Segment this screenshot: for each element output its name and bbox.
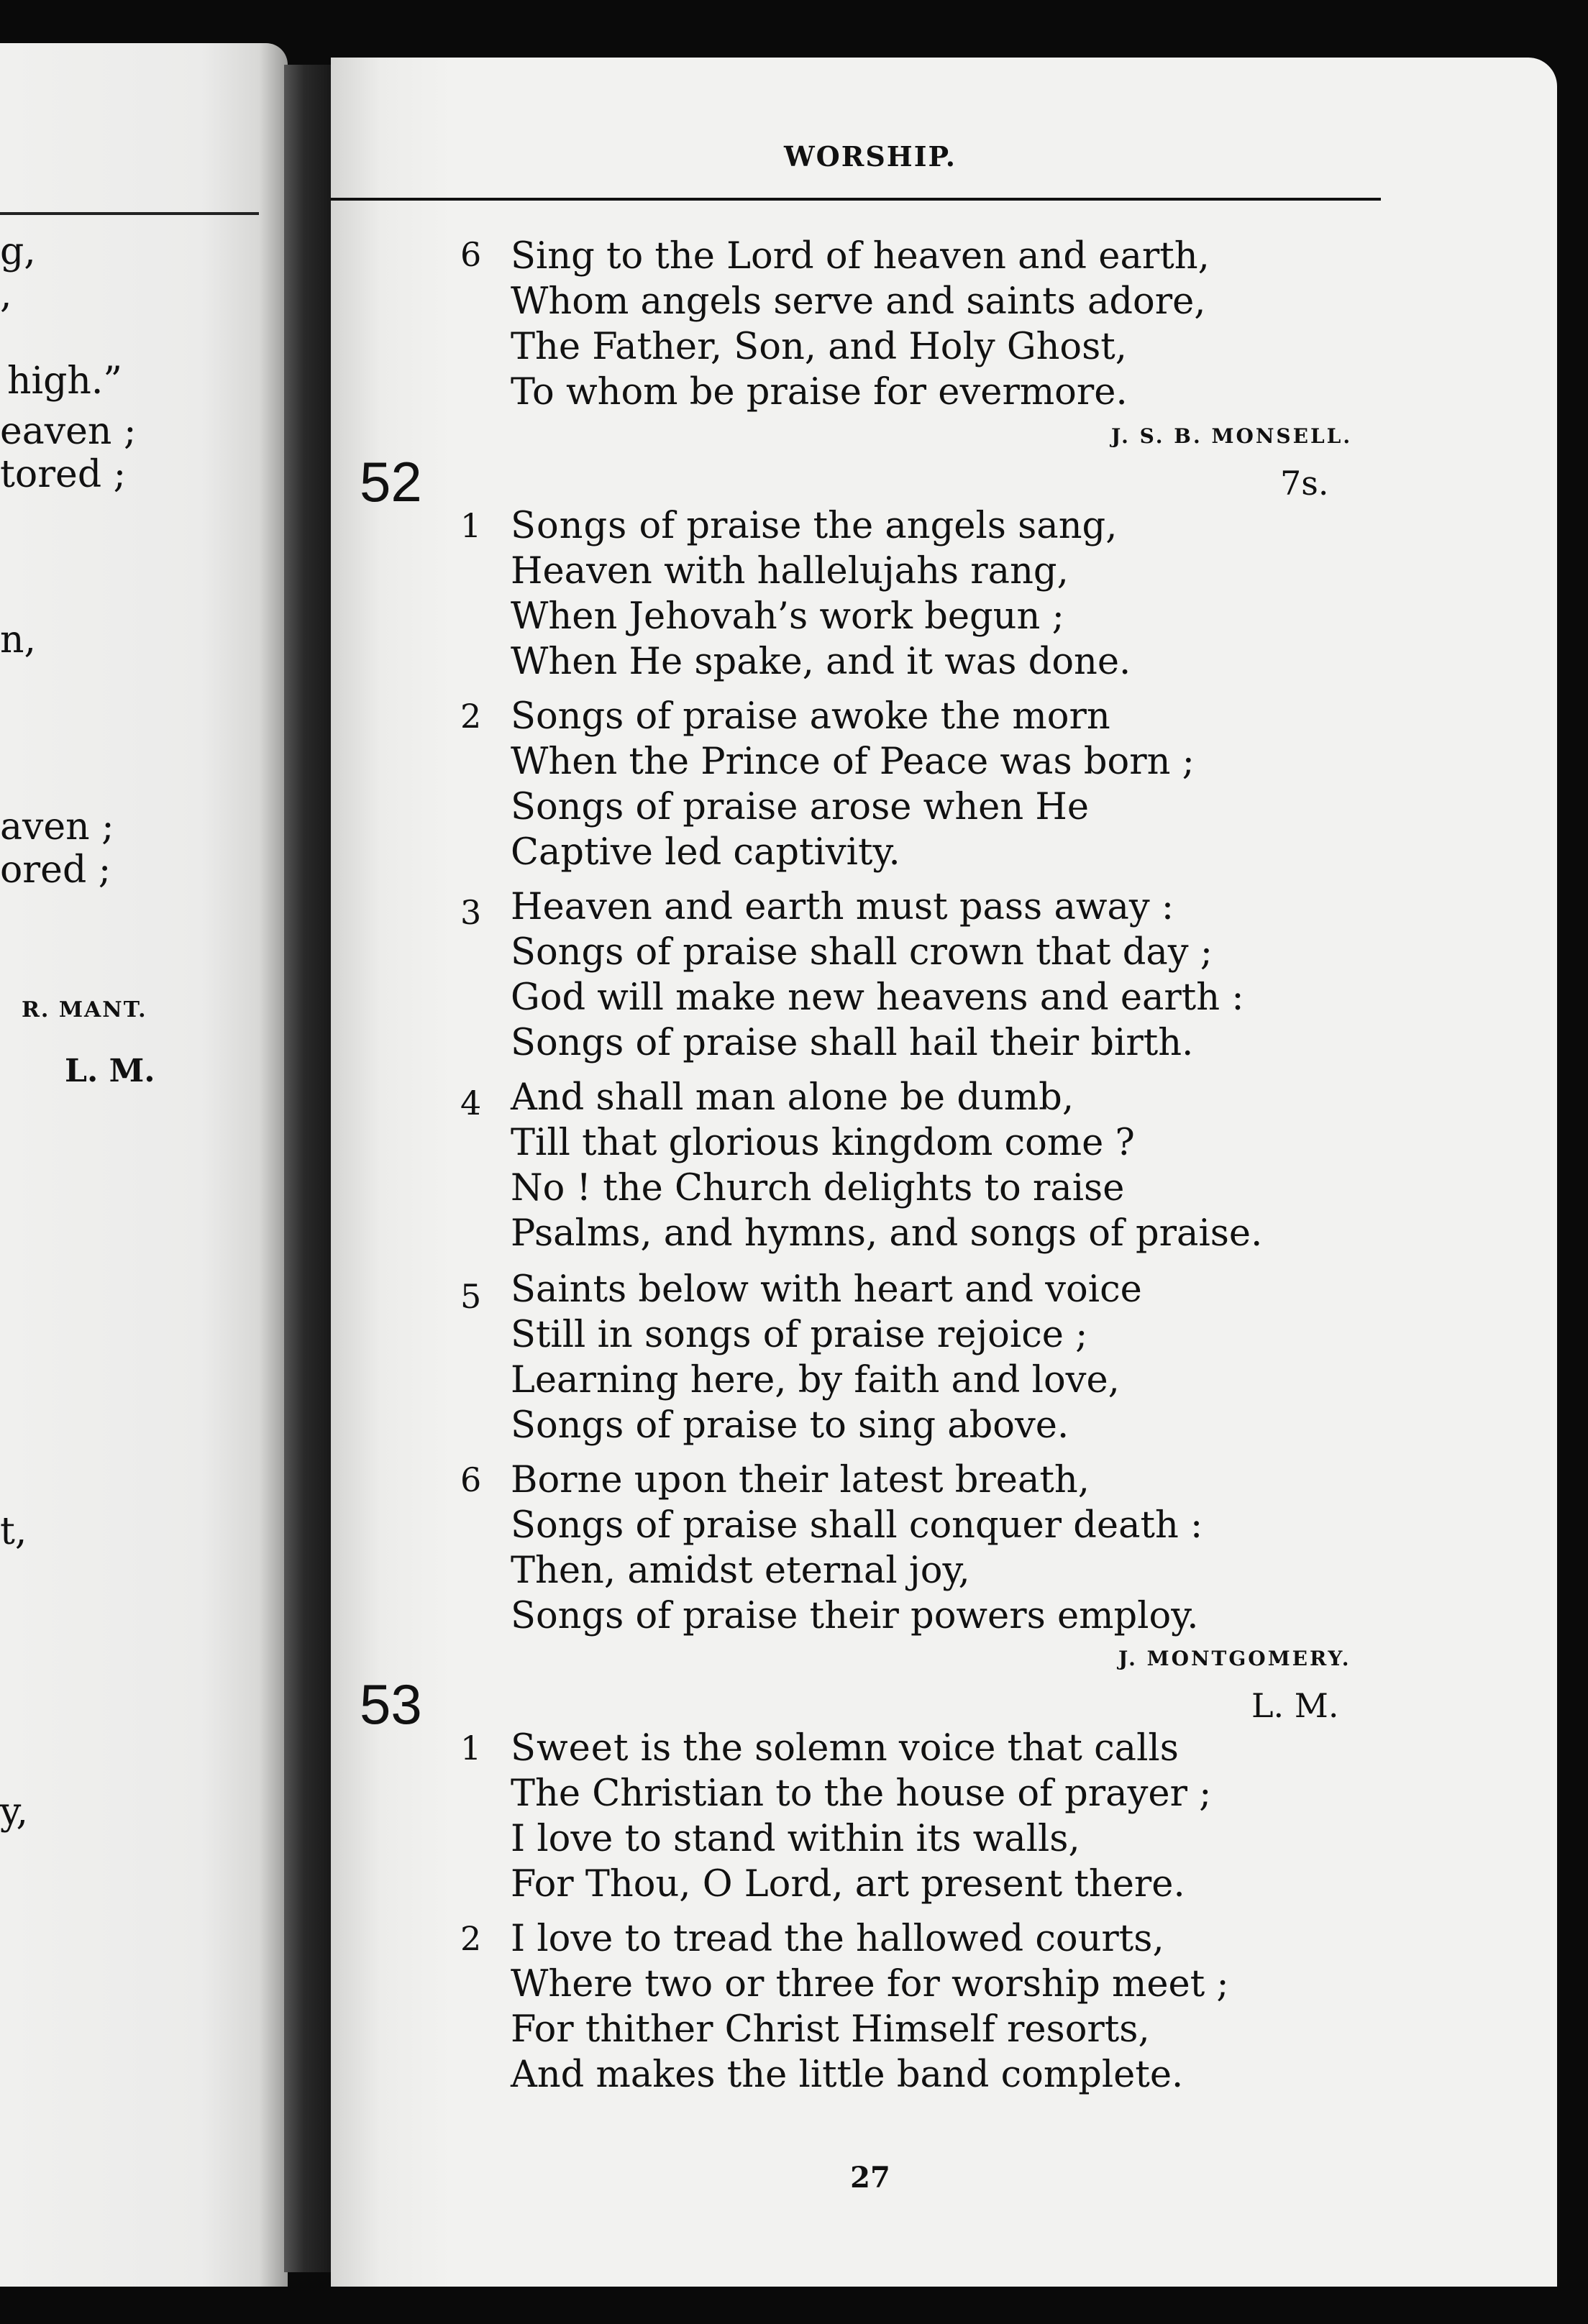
verse-number: 4	[460, 1084, 482, 1122]
left-fragment: tored ;	[0, 453, 127, 496]
verse-line: The Christian to the house of prayer ;	[511, 1772, 1212, 1815]
verse-number: 1	[460, 506, 482, 545]
left-fragment: n,	[0, 618, 37, 662]
verse-line	[331, 1726, 1482, 1771]
verse-number: 5	[460, 1277, 482, 1316]
hymn-meter: 7s.	[1280, 464, 1329, 503]
left-fragment: aven ;	[0, 805, 114, 848]
verse-line: The Father, Son, and Holy Ghost,	[511, 326, 1128, 368]
verse-line: I love to tread the hallowed courts,	[511, 1918, 1164, 1960]
top-verse	[331, 234, 1482, 415]
hymn-author: J. MONTGOMERY.	[1118, 1647, 1351, 1670]
hymn-53-verse-2	[331, 1916, 1482, 2097]
verse-line: Songs of praise shall hail their birth.	[511, 1022, 1194, 1064]
page-header-title: WORSHIP.	[784, 140, 957, 173]
hymn-52-verse-3	[331, 884, 1482, 1066]
verse-number: 6	[460, 235, 482, 274]
verse-line: Songs of praise to sing above.	[511, 1404, 1069, 1447]
verse-number: 1	[460, 1729, 482, 1767]
verse-line: No ! the Church delights to raise	[511, 1167, 1125, 1209]
left-fragment: ored ;	[0, 848, 111, 892]
verse-number: 3	[460, 893, 482, 932]
verse-line: Till that glorious kingdom come ?	[511, 1122, 1135, 1164]
verse-line: Still in songs of praise rejoice ;	[511, 1314, 1088, 1356]
verse-line: Saints below with heart and voice	[511, 1268, 1142, 1311]
left-fragment: g,	[0, 230, 36, 273]
verse-line: Songs of praise shall crown that day ;	[511, 931, 1213, 974]
left-fragment: y,	[0, 1790, 28, 1834]
verse-line: Borne upon their latest breath,	[511, 1459, 1090, 1501]
verse-line: Heaven and earth must pass away :	[511, 886, 1174, 928]
hymn-52-verse-1	[331, 503, 1482, 685]
hymn-author: J. S. B. MONSELL.	[1111, 424, 1353, 448]
book-gutter	[284, 65, 334, 2272]
verse-line: Captive led captivity.	[511, 831, 900, 874]
verse-line: When He spake, and it was done.	[511, 641, 1131, 683]
verse-number: 6	[460, 1460, 482, 1499]
left-author: R. MANT.	[22, 997, 147, 1023]
verse-line: Heaven with hallelujahs rang,	[511, 550, 1069, 593]
verse-line	[331, 503, 1482, 549]
first-word-capitals: Songs	[511, 505, 628, 547]
hymn-52-verse-6	[331, 1458, 1482, 1639]
verse-line: Then, amidst eternal joy,	[511, 1550, 970, 1592]
verse-line: For thither Christ Himself resorts,	[511, 2008, 1150, 2051]
verse-line-rest: is the solemn voice that calls	[629, 1727, 1179, 1770]
first-word-capitals: Sweet	[511, 1727, 629, 1770]
verse-line: Songs of praise shall conquer death :	[511, 1504, 1203, 1547]
hymn-52-verse-4	[331, 1075, 1482, 1256]
verse-line: Whom angels serve and saints adore,	[511, 280, 1206, 323]
verse-line: I love to stand within its walls,	[511, 1818, 1080, 1860]
page-number: 27	[850, 2161, 890, 2195]
verse-line: Psalms, and hymns, and songs of praise.	[511, 1212, 1263, 1255]
verse-line: Songs of praise their powers employ.	[511, 1595, 1199, 1637]
verse-line: Where two or three for worship meet ;	[511, 1963, 1229, 2005]
verse-line: Songs of praise arose when He	[511, 786, 1090, 828]
verse-line: Songs of praise awoke the morn	[511, 695, 1110, 738]
verse-line: When the Prince of Peace was born ;	[511, 741, 1195, 783]
hymn-number: 53	[360, 1673, 422, 1736]
verse-number: 2	[460, 1919, 482, 1958]
hymn-52-verse-2	[331, 694, 1482, 875]
hymn-53-verse-1	[331, 1726, 1482, 1907]
verse-line: To whom be praise for evermore.	[511, 371, 1128, 413]
right-page	[331, 58, 1557, 2287]
verse-line: And makes the little band complete.	[511, 2054, 1184, 2096]
verse-number: 2	[460, 697, 482, 736]
left-header-rule	[0, 212, 259, 215]
verse-line: And shall man alone be dumb,	[511, 1076, 1074, 1119]
hymn-number: 52	[360, 450, 422, 513]
left-facing-page	[0, 43, 288, 2287]
verse-line: Learning here, by faith and love,	[511, 1359, 1120, 1401]
verse-line: For Thou, O Lord, art present there.	[511, 1863, 1185, 1906]
left-meter: L. M.	[65, 1053, 155, 1089]
verse-line: Sing to the Lord of heaven and earth,	[511, 235, 1210, 278]
verse-line-rest: of praise the angels sang,	[627, 505, 1118, 547]
left-fragment: ,	[0, 273, 12, 316]
verse-line: God will make new heavens and earth :	[511, 976, 1244, 1019]
hymn-52-verse-5	[331, 1267, 1482, 1448]
verse-line: When Jehovah’s work begun ;	[511, 595, 1064, 638]
left-fragment: t,	[0, 1510, 27, 1553]
left-fragment: eaven ;	[0, 410, 137, 453]
hymn-meter: L. M.	[1251, 1686, 1339, 1725]
left-fragment: high.”	[7, 360, 123, 403]
header-rule	[331, 198, 1381, 201]
